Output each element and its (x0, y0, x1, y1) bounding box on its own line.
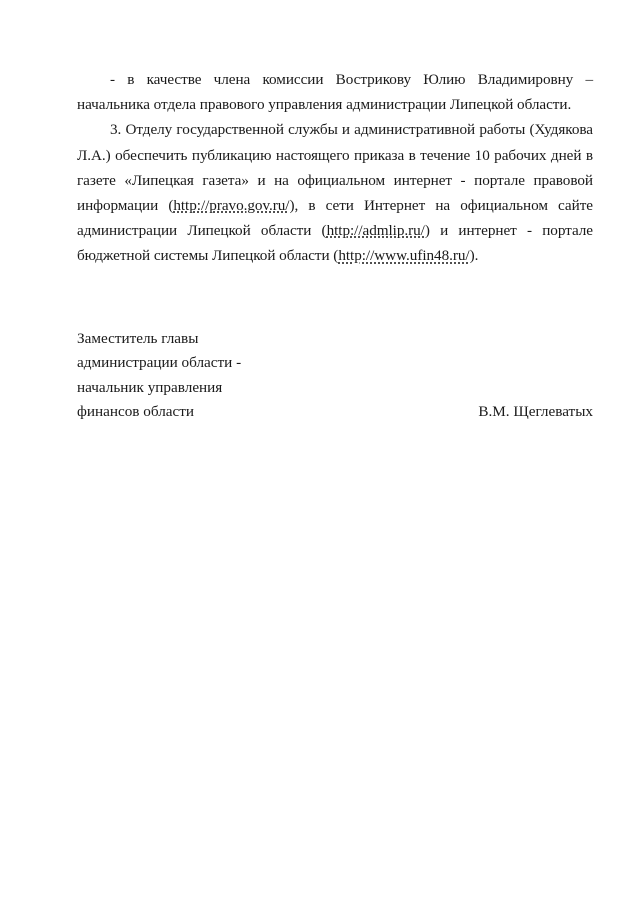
paragraph-text-part-1: 3. Отделу государственной службы и административной работы (Худякова Л.А.) обеспечить публикацию настоящего приказа в течение 10 рабочих дней в газете «Липецкая газета» и на официальном интернет - портале правовой информации ( (77, 121, 593, 215)
signer-position-line-2: администрации области - (77, 354, 242, 372)
paragraph-text-part-3: ) и интернет - портале бюджетной системы Липецкой области ( (77, 222, 593, 265)
paragraph-text-part-4: ). (469, 247, 479, 265)
document-body (77, 67, 593, 269)
signer-position-line-1: Заместитель главы (77, 330, 199, 347)
paragraph-text-part-2: ), в сети Интернет на официальном сайте администрации Липецкой области ( (77, 197, 593, 240)
signer-position-line-3: начальник управления (77, 378, 223, 396)
signature-block (77, 327, 593, 424)
signer-final-line (77, 400, 593, 424)
link-pravo-gov[interactable]: http://pravo.gov.ru/ (173, 197, 290, 215)
link-ufin48[interactable]: http://www.ufin48.ru/ (338, 247, 470, 265)
signer-name: В.М. Щеглеватых (478, 402, 593, 420)
signer-position-line-4: финансов области (77, 402, 195, 420)
link-admlip[interactable]: http://admlip.ru/ (326, 222, 425, 240)
paragraph-publication-order (77, 117, 593, 268)
paragraph-commission-member: - в качестве члена комиссии Вострикову Юлию Владимировну – начальника отдела правового управления администрации Липецкой области. (77, 71, 593, 114)
